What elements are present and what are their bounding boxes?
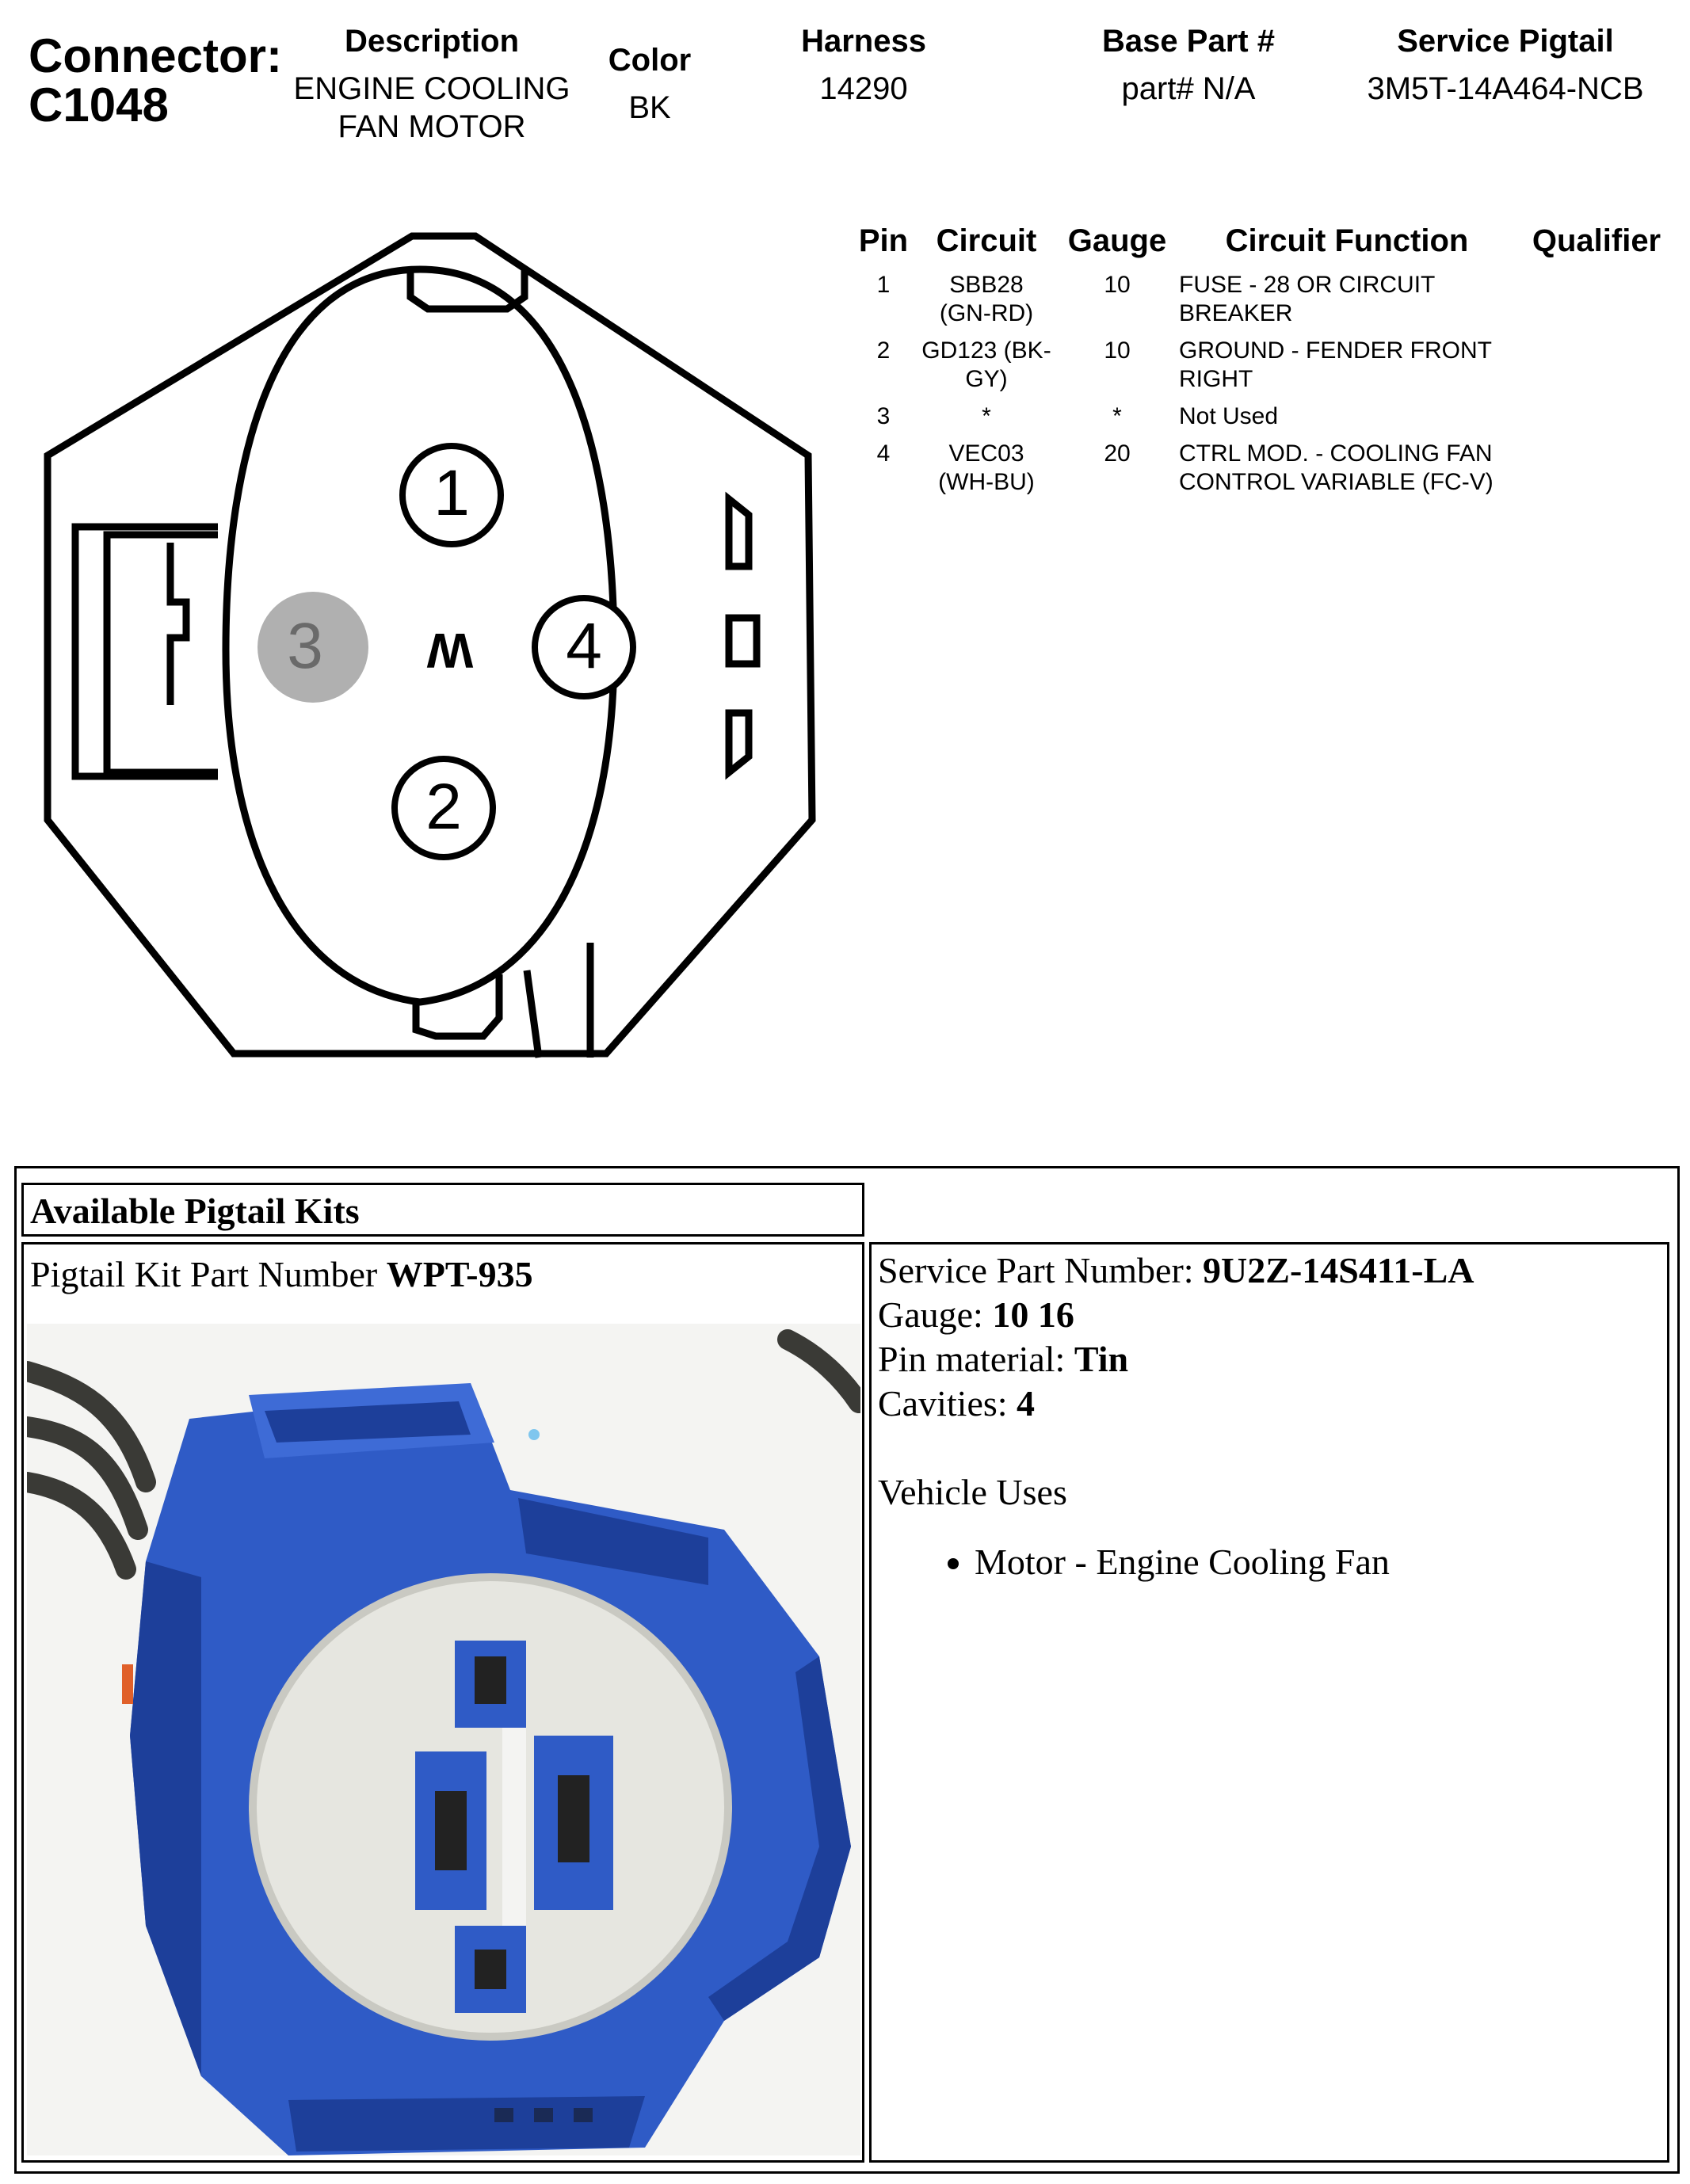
connector-face-diagram [32, 230, 856, 1101]
table-row-1-pin: 1 [876, 272, 891, 298]
table-row-4-function-1: CTRL MOD. - COOLING FAN [1179, 440, 1493, 467]
kits-title: Available Pigtail Kits [30, 1191, 360, 1231]
description-line-2: FAN MOTOR [338, 109, 526, 144]
pin-material-value: Tin [1074, 1339, 1129, 1379]
kit-details [878, 1248, 1474, 1584]
color-label: Color [608, 43, 692, 78]
table-row-1-function-2: BREAKER [1179, 300, 1293, 326]
connector-id: C1048 [29, 78, 169, 131]
table-row-2-function-2: RIGHT [1179, 366, 1253, 392]
cavities-line [878, 1382, 1474, 1426]
cavities-value: 4 [1017, 1383, 1036, 1424]
table-row-2-circuit-2: GY) [965, 366, 1008, 392]
table-row-2-function-1: GROUND - FENDER FRONT [1179, 337, 1492, 364]
table-row-3-circuit: * [982, 403, 991, 429]
kit-details-cell [869, 1242, 1669, 2163]
gauge-label: Gauge: [878, 1294, 983, 1335]
base-part-value: part# N/A [1121, 71, 1256, 106]
rib-top [729, 499, 749, 566]
rib-bottom [729, 713, 749, 772]
kits-title-cell [21, 1183, 864, 1237]
col-header-circuit-function: Circuit Function [1225, 223, 1469, 258]
kit-number: WPT-935 [386, 1254, 533, 1294]
gauge-value: 10 16 [992, 1294, 1074, 1335]
latch-notch [170, 543, 186, 705]
kit-part-number-line [30, 1252, 533, 1297]
pin-2-label: 2 [425, 771, 462, 843]
pigtail-connector-photo [27, 1324, 860, 2155]
vehicle-uses-list [878, 1540, 1474, 1584]
service-pigtail-label: Service Pigtail [1397, 24, 1614, 59]
col-header-qualifier: Qualifier [1532, 223, 1661, 258]
table-row-2-gauge: 10 [1104, 337, 1131, 364]
table-row-2-pin: 2 [876, 337, 891, 364]
service-part-label: Service Part Number: [878, 1250, 1194, 1290]
connector-label: Connector: [29, 29, 282, 82]
table-row-4-gauge: 20 [1104, 440, 1131, 467]
col-header-circuit: Circuit [936, 223, 1037, 258]
pin-material-label: Pin material: [878, 1339, 1066, 1379]
table-row-4-pin: 4 [876, 440, 891, 467]
pin-3-label: 3 [287, 610, 323, 682]
table-row-1-function-1: FUSE - 28 OR CIRCUIT [1179, 272, 1436, 298]
col-header-pin: Pin [858, 223, 909, 258]
service-part-number-line [878, 1248, 1474, 1293]
table-row-1-circuit-1: SBB28 [949, 272, 1024, 298]
center-w-mark: W [426, 623, 474, 677]
harness-value: 14290 [819, 71, 908, 106]
color-value: BK [628, 90, 671, 125]
pin-4-label: 4 [566, 610, 602, 682]
table-row-3-gauge: * [1112, 403, 1122, 429]
service-part-value: 9U2Z-14S411-LA [1203, 1250, 1474, 1290]
table-row-4-circuit-2: (WH-BU) [938, 469, 1035, 495]
table-row-2-circuit-1: GD123 (BK- [921, 337, 1051, 364]
gauge-line [878, 1293, 1474, 1337]
table-row-3-function: Not Used [1179, 403, 1279, 429]
vehicle-uses-label: Vehicle Uses [878, 1472, 1067, 1512]
kit-photo-cell [21, 1242, 864, 2163]
pin-1-label: 1 [433, 457, 470, 529]
bottom-slot [527, 943, 590, 1058]
table-row-3-pin: 3 [876, 403, 891, 429]
table-row-4-function-2: CONTROL VARIABLE (FC-V) [1179, 469, 1494, 495]
cavities-label: Cavities: [878, 1383, 1008, 1424]
service-pigtail-value: 3M5T-14A464-NCB [1367, 71, 1644, 106]
harness-label: Harness [801, 24, 926, 59]
description-line-1: ENGINE COOLING [293, 71, 570, 106]
kit-label: Pigtail Kit Part Number [30, 1254, 378, 1294]
pin-material-line [878, 1337, 1474, 1382]
table-row-1-gauge: 10 [1104, 272, 1131, 298]
vehicle-use-item: • Motor - Engine Cooling Fan [975, 1540, 1474, 1584]
col-header-gauge: Gauge [1067, 223, 1167, 258]
latch-inner [107, 535, 218, 772]
base-part-label: Base Part # [1102, 24, 1275, 59]
latch-outer [75, 527, 218, 776]
table-row-4-circuit-1: VEC03 [948, 440, 1024, 467]
table-row-1-circuit-2: (GN-RD) [939, 300, 1034, 326]
description-label: Description [344, 24, 520, 59]
rib-middle [729, 618, 757, 664]
